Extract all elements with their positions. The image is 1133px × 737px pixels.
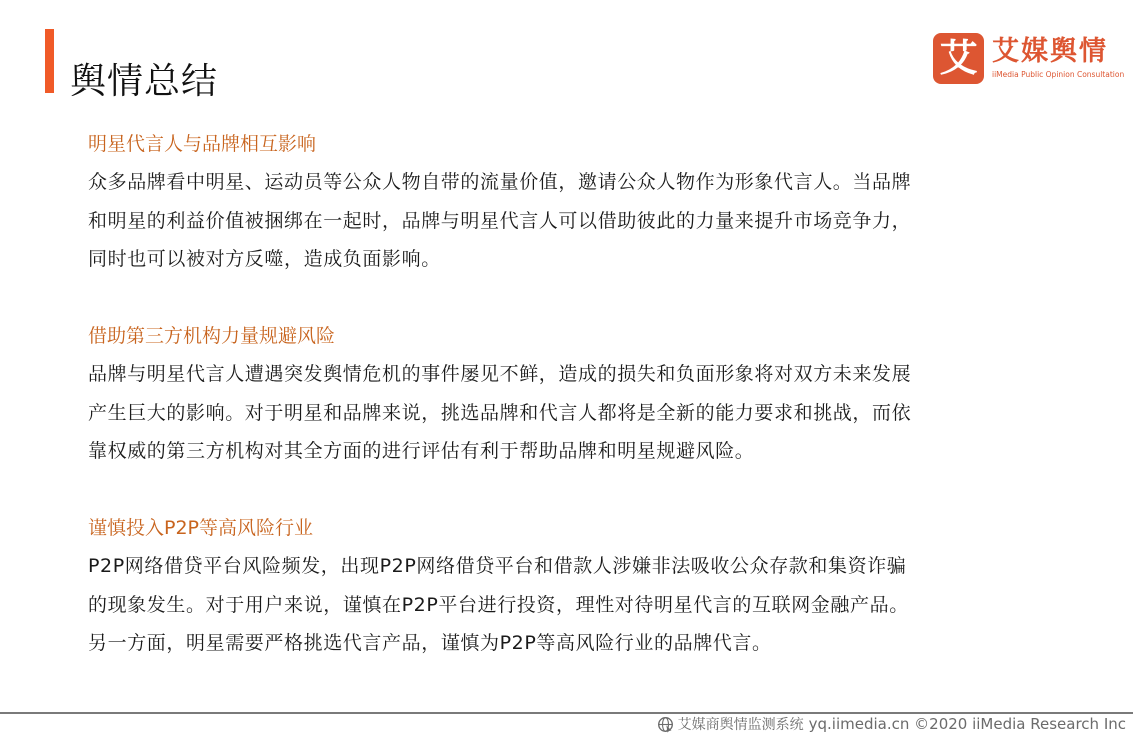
body-line: 另一方面，明星需要严格挑选代言产品，谨慎为P2P等高风险行业的品牌代言。 [88,632,772,654]
section-heading: 谨慎投入P2P等高风险行业 [88,517,314,539]
logo-name-en: iiMedia Public Opinion Consultation [992,70,1125,79]
footer-copyright: yq.iimedia.cn ©2020 iiMedia Research Inc [808,715,1126,733]
section-third-party-risk [88,323,1008,471]
section-endorser-brand-influence [88,131,1008,279]
body-line: 和明星的利益价值被捆绑在一起时，品牌与明星代言人可以借助彼此的力量来提升市场竞争力， [88,209,912,232]
body-line: 产生巨大的影响。对于明星和品牌来说，挑选品牌和代言人都将是全新的能力要求和挑战，而依 [88,401,912,424]
globe-icon [657,716,674,733]
footer-system-name: 艾媒商舆情监测系统 [677,717,804,733]
body-line: 的现象发生。对于用户来说，谨慎在P2P平台进行投资，理性对待明星代言的互联网金融产品。 [88,593,909,616]
section-p2p-caution [88,515,1008,663]
title-accent-bar [45,29,54,93]
body-line: 同时也可以被对方反噬，造成负面影响。 [88,248,441,270]
section-body [88,163,1008,279]
body-line: 品牌与明星代言人遭遇突发舆情危机的事件屡见不鲜，造成的损失和负面形象将对双方未来发展 [88,363,912,385]
logo-name-cn: 艾媒舆情 [992,36,1108,67]
body-line: P2P网络借贷平台风险频发，出现P2P网络借贷平台和借款人涉嫌非法吸收公众存款和集资诈骗 [88,555,907,577]
section-body [88,355,1008,471]
logo-text [992,36,1124,80]
body-line: 靠权威的第三方机构对其全方面的进行评估有利于帮助品牌和明星规避风险。 [88,440,755,462]
section-heading: 明星代言人与品牌相互影响 [88,133,317,155]
footer [657,713,1126,735]
body-line: 众多品牌看中明星、运动员等公众人物自带的流量价值，邀请公众人物作为形象代言人。当品牌 [88,171,912,193]
iimedia-logo [933,31,1124,85]
page-title: 舆情总结 [70,61,219,103]
section-heading: 借助第三方机构力量规避风险 [88,325,336,347]
section-body [88,547,1008,663]
logo-mark-icon: 艾 [933,33,984,84]
